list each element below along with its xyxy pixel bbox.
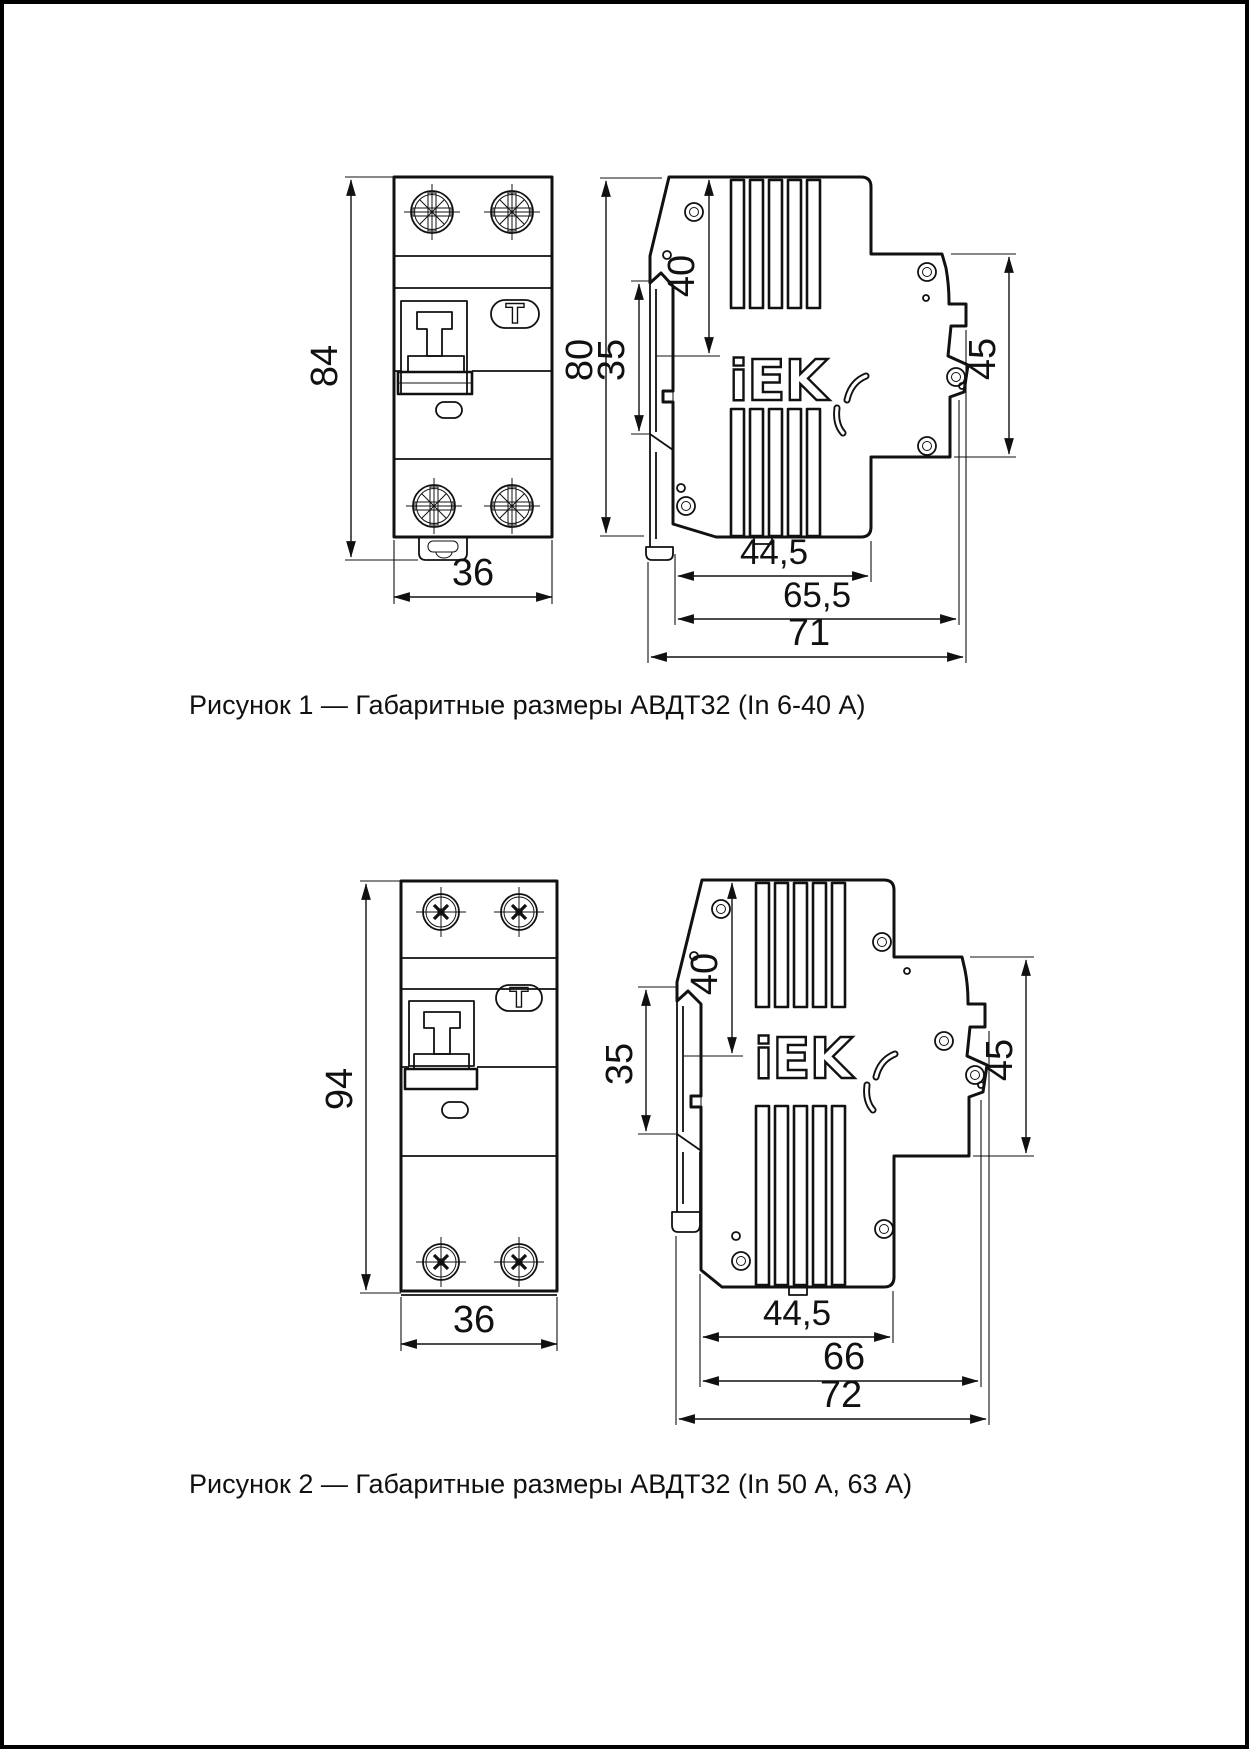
fig1-front-view [304, 177, 552, 604]
fig1-dim-44-5: 44,5 [739, 533, 809, 572]
figure-1 [189, 177, 1016, 720]
fig1-mold-marks [837, 376, 866, 433]
fig1-dim-36: 36 [451, 552, 495, 594]
fig1-dim-35: 35 [591, 338, 633, 382]
fig2-dim-depth-with-terminal [700, 1100, 981, 1387]
fig2-dim-44-5: 44,5 [762, 1294, 832, 1333]
fig1-dim-depth-with-terminal [675, 400, 959, 625]
fig2-dim-front-width [401, 1297, 557, 1351]
fig2-indicator-window [442, 1102, 468, 1118]
fig2-pin-2 [732, 1232, 740, 1240]
fig1-iek-logo: iEK [729, 349, 829, 414]
fig1-test-button-label: Т [505, 299, 525, 330]
fig1-dim-40: 40 [661, 254, 703, 298]
fig1-rivet-2 [677, 497, 695, 515]
fig2-dim-35: 35 [599, 1042, 641, 1086]
fig2-dim-terminal-height [970, 957, 1034, 1156]
dimension-drawing [4, 4, 1245, 1745]
fig2-front-body [401, 881, 557, 1291]
fig1-toggle-switch [398, 301, 472, 394]
fig1-toggle-lever [417, 312, 452, 356]
fig2-test-button-label: Т [509, 983, 529, 1014]
fig1-vent-slats-bottom [731, 409, 820, 536]
fig2-screw-bottom-left [416, 1237, 466, 1287]
fig2-front-section-lines [401, 958, 557, 1295]
fig1-front-body [394, 177, 552, 537]
figure-2 [189, 880, 1034, 1499]
fig1-screw-bottom-right [484, 478, 540, 534]
fig1-dim-71: 71 [787, 612, 831, 654]
fig2-mold-marks [867, 1054, 895, 1110]
fig2-dim-top-to-rail [684, 883, 743, 1056]
fig1-pin-2 [677, 484, 685, 492]
fig1-dim-body-depth [675, 533, 871, 582]
fig2-dim-72: 72 [819, 1374, 863, 1416]
fig1-rivet-3 [918, 263, 936, 281]
fig2-rivet-4 [732, 1252, 750, 1270]
fig1-dim-65-5: 65,5 [782, 576, 852, 615]
fig1-screw-bottom-left [406, 478, 462, 534]
fig2-rivet-2 [873, 933, 891, 951]
fig2-vent-slats-top [756, 883, 845, 1007]
fig1-dim-rail-height [591, 281, 650, 434]
fig1-dim-front-width [394, 540, 552, 604]
fig2-screw-bottom-right [494, 1237, 544, 1287]
fig1-rivet-4 [918, 437, 936, 455]
fig1-dim-80: 80 [559, 338, 601, 382]
fig1-vent-slats-top [731, 180, 820, 308]
fig2-screw-top-right [494, 887, 544, 937]
fig2-rivet-3 [935, 1032, 953, 1050]
fig2-front-view [319, 881, 557, 1351]
fig2-side-view [599, 880, 1034, 1425]
fig1-indicator-window [436, 402, 462, 418]
fig2-dim-front-height [319, 881, 401, 1293]
fig1-side-view [559, 177, 1016, 663]
figure-2-caption: Рисунок 2 — Габаритные размеры АВДТ32 (In 50 А, 63 А) [189, 1469, 913, 1499]
fig2-rivet-5 [875, 1220, 893, 1238]
fig1-dim-terminal-height [951, 254, 1016, 457]
fig2-dim-40: 40 [684, 952, 726, 996]
figure-1-caption: Рисунок 1 — Габаритные размеры АВДТ32 (In 6-40 А) [189, 690, 866, 720]
fig1-screw-top-left [404, 184, 460, 240]
fig1-pin-3 [923, 295, 929, 301]
fig1-test-button [491, 299, 539, 330]
fig2-rivet-1 [712, 900, 730, 918]
fig1-din-bracket [646, 284, 673, 560]
fig2-dim-66: 66 [822, 1336, 866, 1378]
fig2-dim-45: 45 [979, 1038, 1021, 1082]
fig1-dim-84: 84 [304, 344, 346, 388]
fig2-pin-3 [904, 968, 910, 974]
fig2-toggle-switch [405, 1001, 477, 1089]
fig2-dim-36: 36 [452, 1299, 496, 1341]
fig2-din-bracket [672, 1001, 701, 1232]
fig2-test-button [496, 983, 542, 1014]
fig1-dim-45: 45 [962, 337, 1004, 381]
fig2-dim-rail-height [599, 987, 677, 1134]
fig2-screw-top-left [416, 887, 466, 937]
fig1-rivet-1 [685, 203, 703, 221]
fig2-vent-slats-bottom [756, 1106, 845, 1285]
fig2-toggle-lever [424, 1012, 460, 1054]
fig2-dim-94: 94 [319, 1067, 361, 1111]
fig1-front-section-lines [394, 256, 552, 459]
fig2-iek-logo: iEK [754, 1027, 854, 1092]
fig1-screw-top-right [484, 184, 540, 240]
